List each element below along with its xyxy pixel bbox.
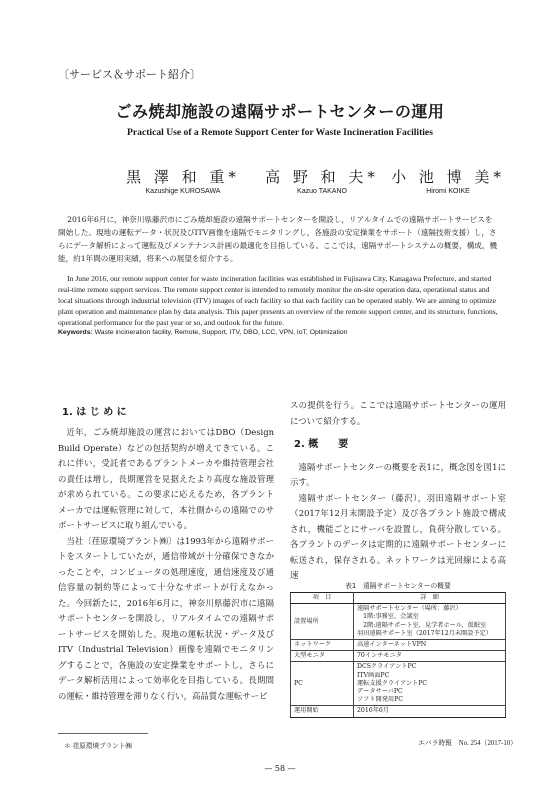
table-cell-item: ネットワーク <box>291 640 354 651</box>
table-row <box>291 706 506 717</box>
table-row <box>291 662 506 706</box>
table-cell-line: 高速インターネットVPN <box>357 641 427 649</box>
keywords-label: Keywords: <box>58 329 93 336</box>
section-2-heading: 2. 概 要 <box>294 439 349 450</box>
table-body <box>291 604 506 717</box>
author-name-en: Kazushige KUROSAWA <box>145 188 221 195</box>
footnote-divider <box>58 733 148 734</box>
section-1-heading: 1. は じ め に <box>62 407 127 418</box>
table-cell-detail <box>354 604 506 640</box>
footnote: ＊ 荏原環境プラント㈱ <box>64 742 133 750</box>
table-cell-item: 大型モニタ <box>291 651 354 662</box>
table-header-detail: 詳 細 <box>354 593 506 604</box>
table-cell-line: 2016年6月 <box>357 707 390 715</box>
paragraph: 遠隔サポートセンターの概要を表1に，概念図を図1に示す。 <box>290 461 506 487</box>
author-name-en: Kazuo TAKANO <box>297 188 347 195</box>
table-cell-line: ソフト開発用PC <box>357 696 404 704</box>
author-name-ja: 小 池 博 美* <box>391 168 505 186</box>
paragraph: 近年，ごみ焼却施設の運営においてはDBO（Design Build Operate）などの包括契約が増えてきている。これに伴い，受託者であるプラントメーカや維持管理会社の責任は増し，長期運営を見据えたより高度な施設管理が求められている。この要求に応えるため，各プラントメーカでは運転管理に対して，本社側からの遠隔でのサポートサービスに取り組んでいる。 <box>58 427 274 530</box>
table-cell-line: 遠隔サポートセンター（場所：藤沢） <box>357 605 462 613</box>
author-1 <box>108 166 258 195</box>
table-cell-line: DCSクライアントPC <box>357 663 417 671</box>
author-2 <box>262 166 382 195</box>
author-name-en: Hiromi KOIKE <box>426 188 470 195</box>
right-column <box>290 398 506 584</box>
table-cell-item: PC <box>291 662 354 706</box>
journal-info: エバラ時報 No. 254（2017-10） <box>418 740 517 747</box>
abstract-japanese: 2016年6月に，神奈川県藤沢市にごみ焼却施設の遠隔サポートセンターを開設し，リアルタイムでの遠隔サポートサービスを開始した。現地の運転データ・状況及びITV画像を遠隔でモニタリングし，各施設の安定操業をサポート（遠隔技術支援）し，さらにデータ解析によって運転及びメンテナンス計画の最適化を目指している。ここでは，遠隔サポートシステムの概要，構成，機能，約1年間の運用実績，将来への展望を紹介する。 <box>58 215 498 263</box>
paragraph: スの提供を行う。ここでは遠隔サポートセンターの運用について紹介する。 <box>290 400 506 426</box>
page-title: ごみ焼却施設の遠隔サポートセンターの運用 <box>115 102 445 121</box>
table-cell-line: データサーバPC <box>357 688 403 696</box>
table-cell-line: 70インチモニタ <box>357 652 402 660</box>
table-cell-line: 1階:事務室，会議室 <box>357 613 419 621</box>
table-cell-item: 運用開始 <box>291 706 354 717</box>
table-cell-detail <box>354 651 506 662</box>
table-cell-line: 運転支援クライアントPC <box>357 679 428 687</box>
table-cell-line: ITV画面PC <box>357 671 390 679</box>
abstract-english: In June 2016, our remote support center for waste incineration facilities was established in Fujisawa City, Kanagawa Prefecture, and started real-time remote support services. The remote support center is intended to remotely monitor the on-site operation data, operational status and local situations through industrial television (ITV) images of each facility so that each facility can be operated stably. We are aiming to optimize plant operation and maintenance plan by data analysis. This paper presents an overview of the remote support center, and its structure, functions, operational performance for the past year or so, and outlook for the future. <box>58 274 498 327</box>
table-cell-line: 2階:遠隔サポート室，見学者ホール，仮眠室 <box>357 621 487 629</box>
table-header-row <box>291 593 506 604</box>
table-row <box>291 640 506 651</box>
keywords-list: Waste incineration facility, Remote, Support, ITV, DBO, LCC, VPN, IoT, Optimization <box>94 329 348 336</box>
table-cell-detail <box>354 706 506 717</box>
paragraph: 当社〔荏原環境プラント㈱〕は1993年から遠隔サポートをスタートしていたが，通信帯域が十分確保できなかったことや，コンピュータの処理速度，通信速度及び通信容量の制約等によって十分なサポートが行えなかった。今回新たに，2016年6月に，神奈川県藤沢市に遠隔サポートセンターを開設し，リアルタイムでの遠隔サポートサービスを開始した。現地の運転状況・データ及びITV（Industrial Television）画像を遠隔でモニタリングすることで，各施設の安定操業をサポートし，さらにデータ解析活用によって効率化を目指している。長期間の運転・維持管理を滞りなく行い，高品質な運転サービ <box>58 535 274 701</box>
table-caption: 表1 遠隔サポートセンターの概要 <box>345 582 451 590</box>
overview-table <box>290 592 506 718</box>
table-row <box>291 604 506 640</box>
author-name-ja: 黒 澤 和 重* <box>126 168 240 186</box>
table-cell-detail <box>354 640 506 651</box>
table-cell-item: 設置場所 <box>291 604 354 640</box>
keywords <box>58 329 347 336</box>
table-row <box>291 651 506 662</box>
page-number: — 58 — <box>264 764 296 773</box>
table-cell-detail <box>354 662 506 706</box>
table-header-item: 項 目 <box>291 593 354 604</box>
left-column <box>58 425 274 704</box>
author-3 <box>388 166 508 195</box>
paragraph: 遠隔サポートセンター（藤沢），羽田遠隔サポート室（2017年12月末開設予定）及び各プラント施設で構成され，機能ごとにサーバを設置し，負荷分散している。各プラントのデータは定期的に遠隔サポートセンターに転送され，保存される。ネットワークは光回線による高速 <box>290 492 506 580</box>
author-name-ja: 高 野 和 夫* <box>265 168 379 186</box>
page-title-english: Practical Use of a Remote Support Center for Waste Incineration Facilities <box>127 127 433 138</box>
table-cell-line: 羽田遠隔サポート室（2017年12月末開設予定） <box>357 629 492 637</box>
section-tag: 〔サービス＆サポート紹介〕 <box>58 68 201 81</box>
